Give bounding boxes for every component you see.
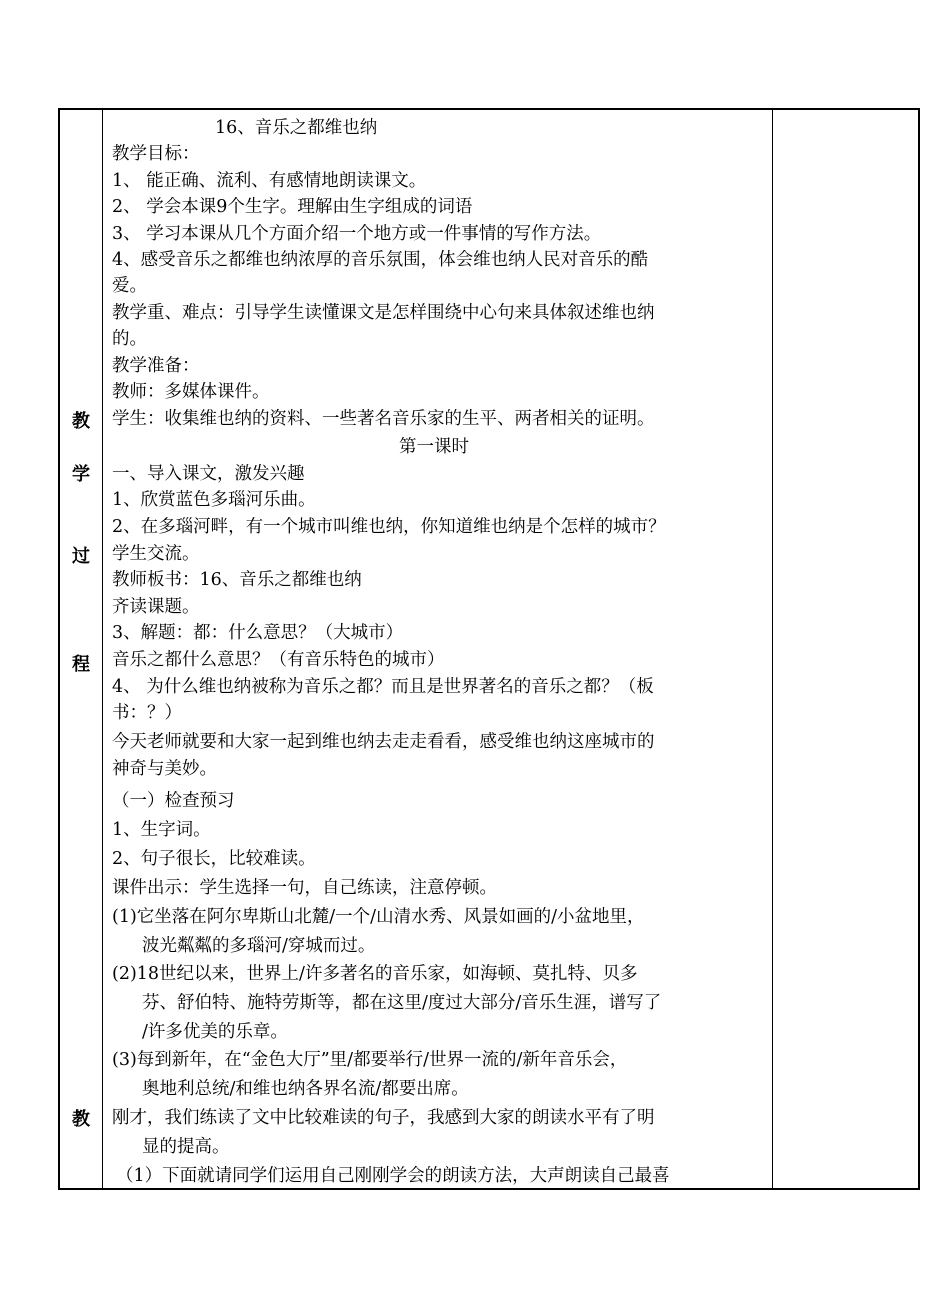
intro-line: 2、在多瑙河畔，有一个城市叫维也纳，你知道维也纳是个怎样的城市？ xyxy=(112,517,666,537)
focus-text: 的。 xyxy=(112,329,147,349)
period-heading: 第一课时 xyxy=(399,437,469,457)
intro-line: 1、欣赏蓝色多瑙河乐曲。 xyxy=(112,490,316,510)
intro-line: 书：？） xyxy=(112,703,182,723)
intro-line: 教师板书：16、音乐之都维也纳 xyxy=(112,570,362,590)
check-line: （一）检查预习 xyxy=(112,791,235,811)
column-divider-left xyxy=(102,110,103,1188)
sentence-line: 波光粼粼的多瑙河/穿城而过。 xyxy=(142,936,376,956)
sentence-line: 芬、舒伯特、施特劳斯等，都在这里/度过大部分/音乐生涯，谱写了 xyxy=(142,993,662,1013)
intro-line: 3、解题：都：什么意思？（大城市） xyxy=(112,623,404,643)
sentence-line: 奥地利总统/和维也纳各界名流/都要出席。 xyxy=(142,1079,469,1099)
focus-text: 教学重、难点：引导学生读懂课文是怎样围绕中心句来具体叙述维也纳 xyxy=(112,303,655,323)
intro-line: 齐读课题。 xyxy=(112,597,200,617)
check-line: 课件出示：学生选择一句，自己练读，注意停顿。 xyxy=(112,878,497,898)
sentence-line: (2)18世纪以来，世界上/许多著名的音乐家，如海顿、莫扎特、贝多 xyxy=(112,964,638,984)
side-label: 学 xyxy=(72,464,90,485)
lesson-title: 16、音乐之都维也纳 xyxy=(215,118,378,138)
intro-line: 4、 为什么维也纳被称为音乐之都？而且是世界著名的音乐之都？（板 xyxy=(112,677,654,697)
check-line: 2、句子很长，比较难读。 xyxy=(112,849,316,869)
lesson-plan-table xyxy=(58,108,920,1190)
goals-heading: 教学目标： xyxy=(112,144,200,164)
sentence-line: (1)它坐落在阿尔卑斯山北麓/一个/山清水秀、风景如画的/小盆地里， xyxy=(112,907,645,927)
check-line: 1、生字词。 xyxy=(112,820,211,840)
after-line: 刚才，我们练读了文中比较难读的句子，我感到大家的朗读水平有了明 xyxy=(112,1108,655,1128)
sentence-line: /许多优美的乐章。 xyxy=(142,1022,288,1042)
sentence-line: (3)每到新年，在“金色大厅”里/都要举行/世界一流的/新年音乐会， xyxy=(112,1050,628,1070)
after-line: 显的提高。 xyxy=(142,1137,230,1157)
prep-student: 学生：收集维也纳的资料、一些著名音乐家的生平、两者相关的证明。 xyxy=(112,409,655,429)
side-label: 程 xyxy=(72,654,90,675)
side-label: 教 xyxy=(72,411,90,432)
intro-line: 今天老师就要和大家一起到维也纳去走走看看，感受维也纳这座城市的 xyxy=(112,732,655,752)
intro-line: 学生交流。 xyxy=(112,544,200,564)
intro-line: 神奇与美妙。 xyxy=(112,759,217,779)
after-line: （1）下面就请同学们运用自己刚刚学会的朗读方法，大声朗读自己最喜 xyxy=(116,1166,670,1186)
goal-item: 3、 学习本课从几个方面介绍一个地方或一件事情的写作方法。 xyxy=(112,224,602,244)
goal-item: 4、感受音乐之都维也纳浓厚的音乐氛围，体会维也纳人民对音乐的酷 xyxy=(112,250,649,270)
goal-item: 2、 学会本课9个生字。理解由生字组成的词语 xyxy=(112,197,473,217)
side-label: 过 xyxy=(72,546,90,567)
prep-teacher: 教师：多媒体课件。 xyxy=(112,382,270,402)
side-label: 教 xyxy=(72,1109,90,1130)
goal-item: 1、 能正确、流利、有感情地朗读课文。 xyxy=(112,171,427,191)
lesson-content xyxy=(112,110,768,1188)
column-divider-right xyxy=(772,110,773,1188)
prep-heading: 教学准备： xyxy=(112,356,200,376)
intro-line: 一、导入课文，激发兴趣 xyxy=(112,464,305,484)
intro-line: 音乐之都什么意思？（有音乐特色的城市） xyxy=(112,650,445,670)
goal-item: 爱。 xyxy=(112,276,147,296)
